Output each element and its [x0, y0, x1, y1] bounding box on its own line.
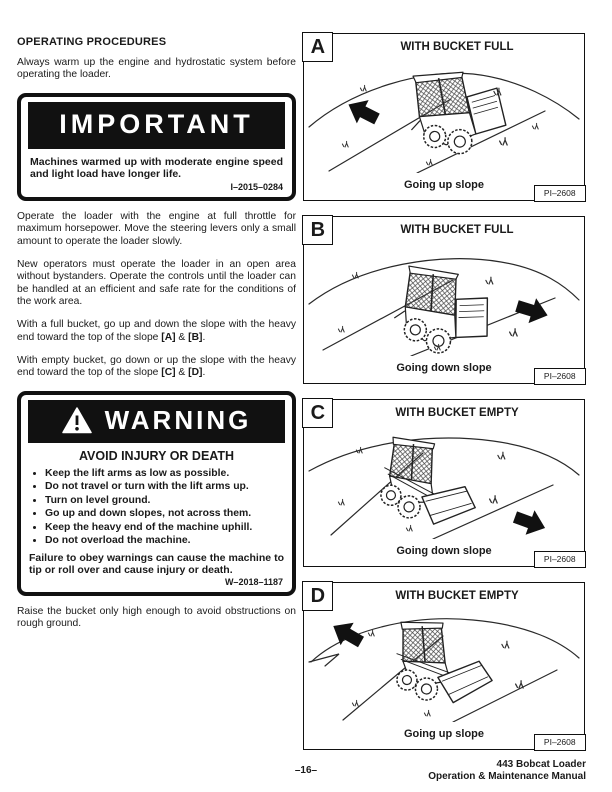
- panel-caption: Going down slope: [396, 362, 492, 374]
- figure-ref-d: [D]: [188, 367, 203, 379]
- figure-column: [303, 33, 585, 765]
- downhill-arrow-icon: [513, 294, 551, 328]
- full-bucket-text: With a full bucket, go up and down the slope with the heavy end toward the top of the slope: [17, 319, 296, 343]
- document-title: [428, 759, 586, 783]
- figure-code-badge: PI–2608: [534, 734, 586, 751]
- important-box: [17, 93, 296, 201]
- sentence-end: .: [202, 367, 206, 379]
- panel-title: WITH BUCKET FULL: [400, 224, 514, 236]
- ref-separator: &: [175, 331, 189, 343]
- empty-bucket-text: With empty bucket, go down or up the slope with the heavy end toward the top of the slope: [17, 354, 296, 379]
- text-column: [17, 36, 296, 641]
- panel-b-illustration: [305, 242, 581, 356]
- important-box-title: IMPORTANT: [28, 102, 285, 149]
- panel-letter-badge: D: [302, 581, 333, 611]
- uphill-arrow-icon: [343, 93, 383, 131]
- panel-caption: Going up slope: [403, 728, 485, 740]
- important-box-body: Machines warmed up with moderate engine speed and light load have longer life.: [30, 155, 283, 181]
- warning-bullet: • Do not travel or turn with the lift arms up.: [45, 480, 285, 494]
- panel-c-illustration: [305, 425, 581, 539]
- paragraph-empty-bucket: [17, 355, 296, 380]
- panel-letter-badge: B: [302, 215, 333, 245]
- section-heading: OPERATING PROCEDURES: [17, 36, 167, 48]
- paragraph-new-operators: New operators must operate the loader in an open area without bystanders. Operate the controls until the loader can be handled at an efficient and safe rate for the conditions of the work area.: [17, 258, 296, 307]
- figure-code-badge: PI–2608: [534, 185, 586, 202]
- panel-title: WITH BUCKET EMPTY: [395, 407, 519, 419]
- paragraph-raise-bucket: Raise the bucket only high enough to avoid obstructions on rough ground.: [17, 605, 296, 629]
- loader-drawing: [394, 618, 493, 706]
- warning-bullet: • Keep the heavy end of the machine uphill.: [45, 521, 285, 535]
- important-box-code: I–2015–0284: [230, 181, 283, 192]
- document-title-line2: Operation & Maintenance Manual: [428, 770, 586, 782]
- page-number: –16–: [294, 765, 318, 776]
- uphill-arrow-icon: [327, 615, 368, 654]
- warning-triangle-icon: [62, 407, 92, 434]
- downhill-arrow-icon: [511, 505, 550, 539]
- loader-drawing: [379, 437, 481, 528]
- figure-ref-c: [C]: [161, 367, 176, 379]
- panel-d-illustration: [305, 608, 581, 722]
- panel-caption: Going up slope: [403, 179, 485, 191]
- figure-panel-d: [303, 582, 585, 750]
- paragraph-throttle: Operate the loader with the engine at full throttle for maximum horsepower. Move the steering levers only a small amount to operate the loader slowly.: [17, 210, 296, 247]
- figure-code-badge: PI–2608: [534, 551, 586, 568]
- warning-bullet: • Go up and down slopes, not across them.: [45, 507, 285, 521]
- warning-box-header: [28, 400, 285, 443]
- paragraph-full-bucket: [17, 319, 296, 344]
- panel-caption: Going down slope: [396, 545, 492, 557]
- figure-panel-a: [303, 33, 585, 201]
- figure-panel-b: [303, 216, 585, 384]
- figure-ref-b: [B]: [188, 331, 203, 343]
- figure-panel-c: [303, 399, 585, 567]
- figure-ref-a: [A]: [161, 331, 176, 343]
- ref-separator: &: [175, 367, 189, 379]
- warning-box-body: Failure to obey warnings can cause the machine to tip or roll over and cause injury or death.: [29, 551, 284, 577]
- warning-box-title: WARNING: [104, 404, 252, 435]
- warning-bullet-list: [28, 467, 285, 548]
- figure-code-badge: PI–2608: [534, 368, 586, 385]
- warning-bullet: • Turn on level ground.: [45, 494, 285, 508]
- panel-letter-badge: C: [302, 398, 333, 428]
- panel-a-illustration: [305, 59, 581, 173]
- panel-title: WITH BUCKET EMPTY: [395, 590, 519, 602]
- warning-bullet: • Keep the lift arms as low as possible.: [45, 467, 285, 481]
- sentence-end: .: [202, 331, 206, 343]
- warning-box-code: W–2018–1187: [224, 576, 283, 587]
- warning-bullet: • Do not overload the machine.: [45, 534, 285, 548]
- loader-drawing: [392, 265, 493, 356]
- warning-box-subtitle: AVOID INJURY OR DEATH: [78, 448, 235, 463]
- paragraph-warmup: Always warm up the engine and hydrostatic system before operating the loader.: [17, 57, 296, 81]
- warning-box: [17, 391, 296, 596]
- panel-letter-badge: A: [302, 32, 333, 62]
- panel-title: WITH BUCKET FULL: [400, 41, 514, 53]
- document-title-line1: 443 Bobcat Loader: [496, 759, 586, 770]
